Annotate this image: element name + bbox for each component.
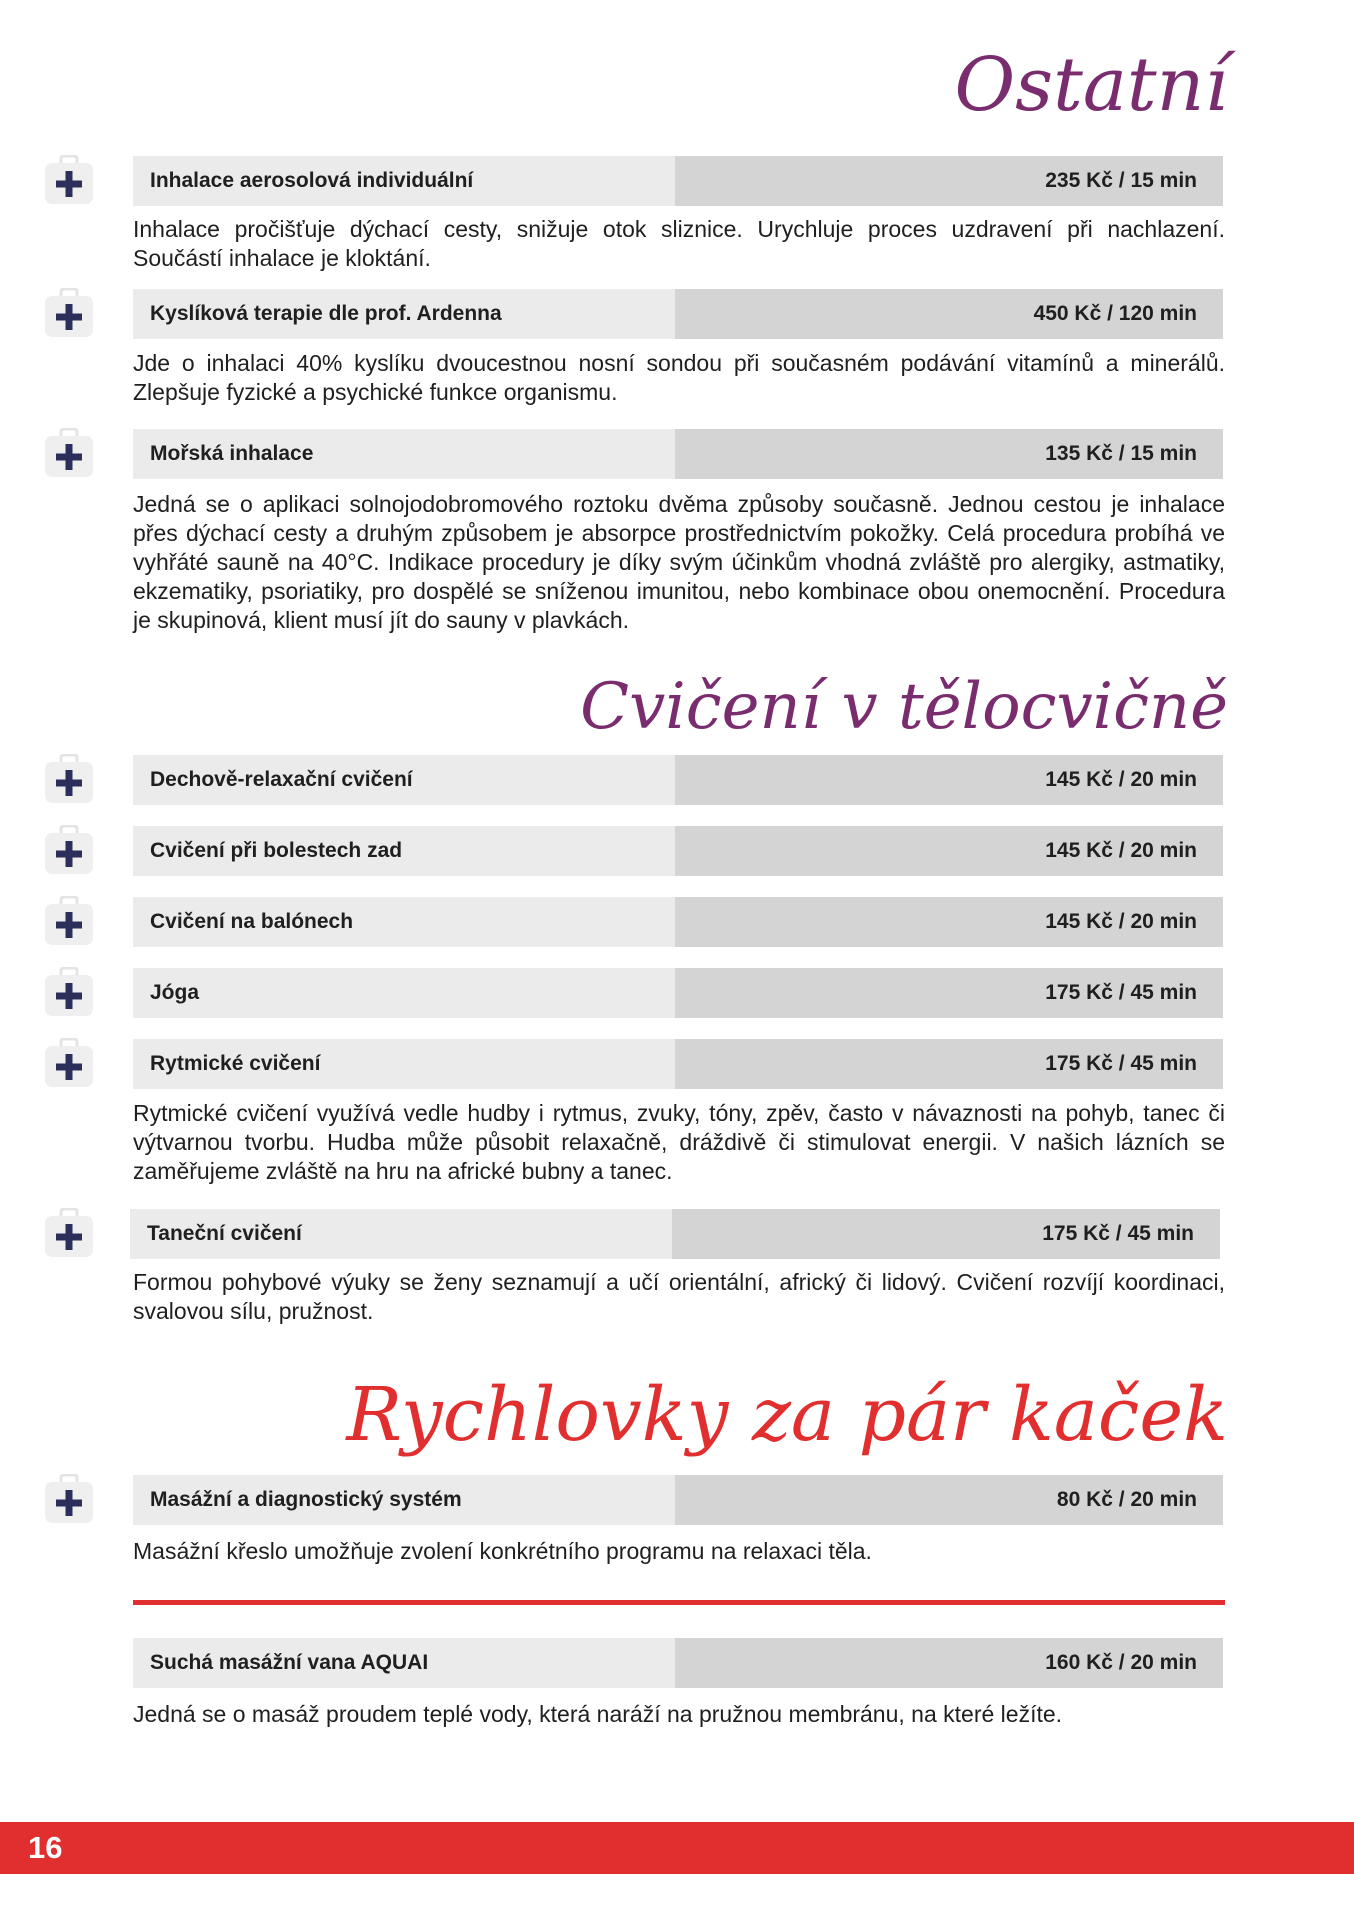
first-aid-plus-icon <box>44 1474 94 1524</box>
service-row <box>133 826 1223 876</box>
service-description: Inhalace pročišťuje dýchací cesty, snižuje otok sliznice. Urychluje proces uzdravení při nachlazení. Součástí inhalace je kloktání. <box>133 216 1225 271</box>
service-description: Masážní křeslo umožňuje zvolení konkrétního programu na relaxaci těla. <box>133 1538 872 1564</box>
service-name: Taneční cvičení <box>130 1209 672 1259</box>
service-price: 175 Kč / 45 min <box>672 1209 1220 1259</box>
service-description: Jde o inhalaci 40% kyslíku dvoucestnou nosní sondou při současném podávání vitamínů a minerálů. Zlepšuje fyzické a psychické funkce organismu. <box>133 350 1225 405</box>
service-row <box>133 897 1223 947</box>
section-divider <box>133 1600 1225 1605</box>
first-aid-plus-icon <box>44 1208 94 1258</box>
service-name: Kyslíková terapie dle prof. Ardenna <box>133 289 675 339</box>
first-aid-plus-icon <box>44 896 94 946</box>
service-name: Inhalace aerosolová individuální <box>133 156 675 206</box>
page-number: 16 <box>28 1830 63 1865</box>
service-name: Dechově-relaxační cvičení <box>133 755 675 805</box>
service-row <box>133 1039 1223 1089</box>
service-description: Formou pohybové výuky se ženy seznamují a učí orientální, africký či lidový. Cvičení rozvíjí koordinaci, svalovou sílu, pružnost. <box>133 1269 1225 1324</box>
service-name: Mořská inhalace <box>133 429 675 479</box>
first-aid-plus-icon <box>44 967 94 1017</box>
service-price: 175 Kč / 45 min <box>675 1039 1223 1089</box>
service-name: Rytmické cvičení <box>133 1039 675 1089</box>
first-aid-plus-icon <box>44 288 94 338</box>
service-price: 145 Kč / 20 min <box>675 826 1223 876</box>
service-row <box>133 968 1223 1018</box>
section-heading-ostatni: Ostatní <box>954 42 1228 128</box>
first-aid-plus-icon <box>44 428 94 478</box>
service-row <box>133 289 1223 339</box>
service-name: Masážní a diagnostický systém <box>133 1475 675 1525</box>
service-description: Rytmické cvičení využívá vedle hudby i rytmus, zvuky, tóny, zpěv, často v návaznosti na pohyb, tanec či výtvarnou tvorbu. Hudba může působit relaxačně, dráždivě či stimulovat energii. V našich lázních se zaměřujeme zvláště na hru na africké bubny a tanec. <box>133 1100 1225 1184</box>
first-aid-plus-icon <box>44 754 94 804</box>
service-name: Suchá masážní vana AQUAI <box>133 1638 675 1688</box>
service-row <box>133 156 1223 206</box>
service-name: Cvičení při bolestech zad <box>133 826 675 876</box>
first-aid-plus-icon <box>44 1038 94 1088</box>
service-row <box>133 755 1223 805</box>
service-price: 135 Kč / 15 min <box>675 429 1223 479</box>
service-price: 145 Kč / 20 min <box>675 755 1223 805</box>
service-price: 450 Kč / 120 min <box>675 289 1223 339</box>
section-heading-cviceni: Cvičení v tělocvičně <box>580 670 1228 744</box>
service-row <box>133 1638 1223 1688</box>
service-description: Jedná se o aplikaci solnojodobromového roztoku dvěma způsoby současně. Jednou cestou je inhalace přes dýchací cesty a druhým způsobem je absorpce prostřednictvím pokožky. Celá procedura probíhá ve vyhřáté sauně na 40°C. Indikace procedury je díky svým účinkům vhodná zvláště pro alergiky, astmatiky, ekzematiky, psoriatiky, pro dospělé se sníženou imunitou, nebo kombinace obou onemocnění. Procedura je skupinová, klient musí jít do sauny v plavkách. <box>133 491 1225 633</box>
service-price: 235 Kč / 15 min <box>675 156 1223 206</box>
service-row <box>133 1475 1223 1525</box>
first-aid-plus-icon <box>44 825 94 875</box>
service-name: Cvičení na balónech <box>133 897 675 947</box>
service-price: 175 Kč / 45 min <box>675 968 1223 1018</box>
first-aid-plus-icon <box>44 155 94 205</box>
service-row <box>133 429 1223 479</box>
service-price: 145 Kč / 20 min <box>675 897 1223 947</box>
service-name: Jóga <box>133 968 675 1018</box>
service-price: 160 Kč / 20 min <box>675 1638 1223 1688</box>
footer-bar <box>0 1822 1354 1874</box>
service-description: Jedná se o masáž proudem teplé vody, která naráží na pružnou membránu, na které ležíte. <box>133 1701 1063 1727</box>
service-price: 80 Kč / 20 min <box>675 1475 1223 1525</box>
service-row <box>130 1209 1220 1259</box>
section-heading-rychlovky: Rychlovky za pár kaček <box>346 1372 1228 1458</box>
